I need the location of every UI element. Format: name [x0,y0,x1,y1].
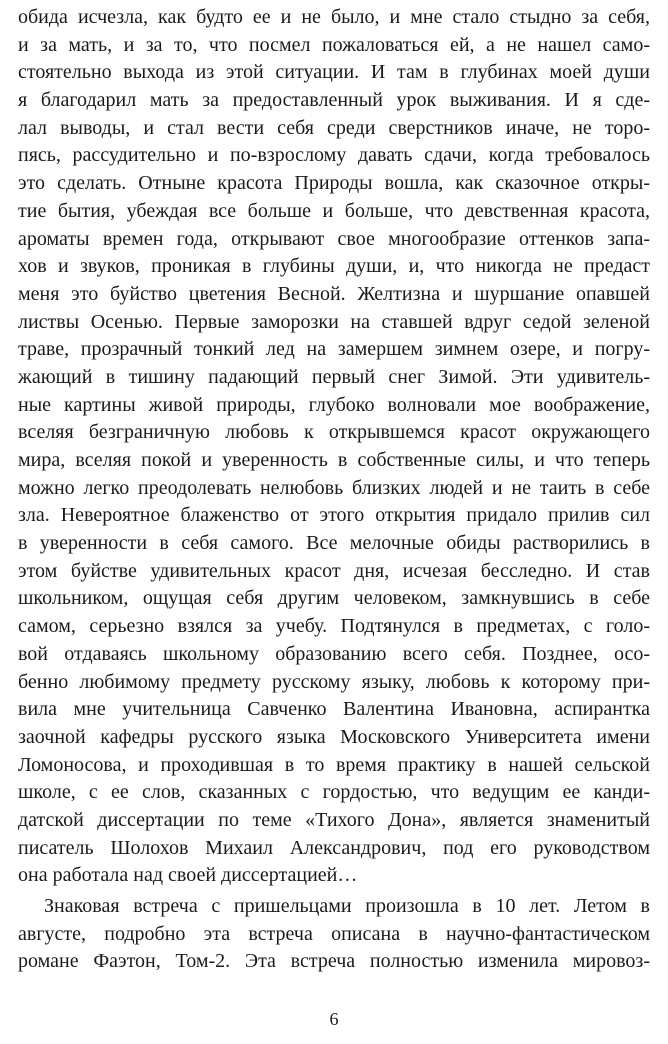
text-line: бенно любимому предмету русскому языку, любовь к которому при- [18,670,650,693]
text-line: романе Фаэтон, Том-2. Эта встреча полностью изменила мировоз- [18,950,650,973]
text-line: пясь, рассудительно и по-взрослому давать сдачи, когда требовалось [18,144,650,167]
text-line: траве, прозрачный тонкий лед на замершем зимнем озере, и погру- [18,338,650,361]
text-line: обида исчезла, как будто ее и не было, и мне стало стыдно за себя, [18,6,650,28]
text-line: можно легко преодолевать нелюбовь близких людей и не таить в себе [18,476,650,499]
page-number: 6 [329,1009,339,1029]
text-line: зла. Невероятное блаженство от этого открытия придало прилив сил [18,504,650,527]
text-line: вила мне учительница Савченко Валентина Ивановна, аспирантка [18,698,650,721]
text-line: листвы Осенью. Первые заморозки на ставшей вдруг седой зеленой [18,310,650,333]
text-line: Ломоносова, и проходившая в то время практику в нашей сельской [18,753,650,776]
text-line: тие бытия, убеждая все больше и больше, что девственная красота, [18,199,650,222]
text-line: мира, вселяя покой и уверенность в собственные силы, и что теперь [18,449,650,471]
text-line: школе, с ее слов, сказанных с гордостью, что ведущим ее канди- [18,781,650,804]
text-line: писатель Шолохов Михаил Александрович, под его руководством [18,836,650,859]
text-line: этом буйстве удивительных красот дня, исчезая бесследно. И став [18,559,650,582]
text-line: ные картины живой природы, глубоко волновали мое воображение, [18,393,650,416]
text-line: Знаковая встреча с пришельцами произошла в 10 лет. Летом в [44,895,650,917]
text-line: ароматы времен года, открывают свое многообразие оттенков запа- [18,227,650,250]
paragraph [18,4,650,890]
text-line: меня это буйство цветения Весной. Желтизна и шуршание опавшей [18,282,650,305]
text-line: датской диссертации по теме «Тихого Дона», является знаменитый [18,808,650,831]
text-line: заочной кафедры русского языка Московского Университета имени [18,725,650,748]
text-line: самом, серьезно взялся за учебу. Подтянулся в предметах, с голо- [18,615,650,638]
text-line: августе, подробно эта встреча описана в научно-фантастическом [18,922,650,945]
text-line: она работала над своей диссертацией… [18,864,358,887]
text-line: я благодарил мать за предоставленный урок выживания. И я сде- [18,89,650,112]
text-line: жающий в тишину падающий первый снег Зимой. Эти удивитель- [18,365,650,388]
page-body [18,4,650,976]
text-line: вселяя безграничную любовь к открывшемся красот окружающего [18,421,650,444]
paragraph [18,893,650,976]
text-line: хов и звуков, проникая в глубины души, и, что никогда не предаст [18,255,650,278]
text-line: и за мать, и за то, что посмел пожаловаться ей, а не нашел само- [18,33,650,56]
text-line: лал выводы, и стал вести себя среди сверстников иначе, не торо- [18,116,650,139]
text-line: стоятельно выхода из этой ситуации. И там в глубинах моей души [18,61,650,84]
text-line: школьником, ощущая себя другим человеком, замкнувшись в себе [18,587,650,610]
text-line: вой отдаваясь школьному образованию всего себя. Позднее, осо- [18,642,650,665]
text-line: это сделать. Отныне красота Природы вошла, как сказочное откры- [18,172,650,195]
text-line: в уверенности в себя самого. Все мелочные обиды растворились в [18,532,650,555]
